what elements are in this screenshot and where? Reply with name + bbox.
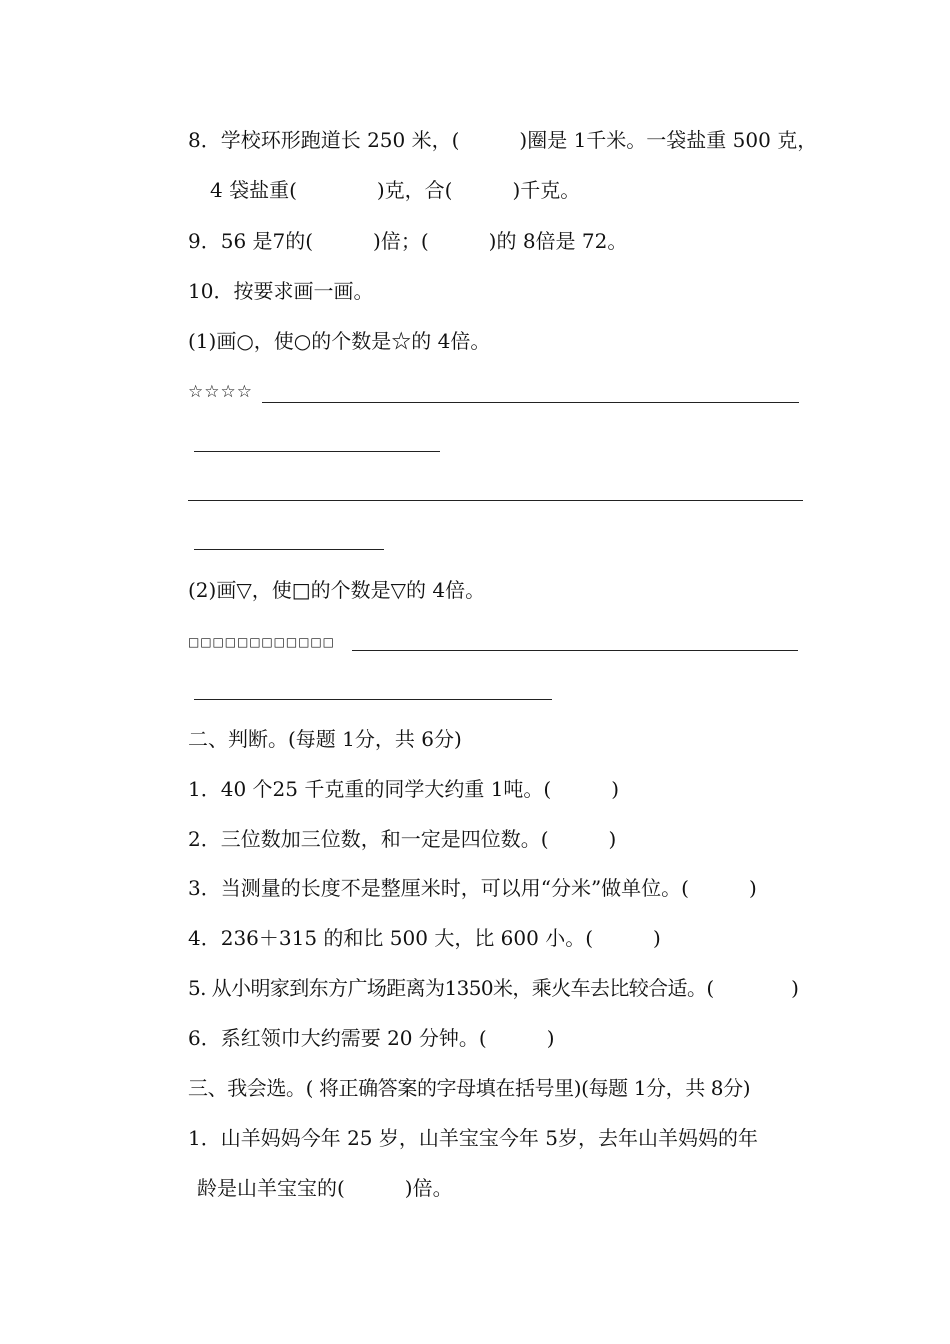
choice-question-1-line-2: 龄是山羊宝宝的( )倍。 xyxy=(197,1176,453,1200)
choice-question-1-line-1: 1．山羊妈妈今年 25 岁，山羊宝宝今年 5岁，去年山羊妈妈的年 xyxy=(188,1126,758,1150)
judge-item-3: 3．当测量的长度不是整厘米时，可以用“分米”做单位。( ) xyxy=(188,876,757,900)
question-8-line-1: 8．学校环形跑道长 250 米，( )圈是 1千米。一袋盐重 500 克， xyxy=(188,128,818,152)
star-symbols: ☆☆☆☆ xyxy=(188,382,253,402)
drawing-line-6 xyxy=(194,699,552,700)
section-2-heading: 二、判断。(每题 1分，共 6分) xyxy=(188,727,462,751)
section-3-heading: 三、我会选。( 将正确答案的字母填在括号里)(每题 1分，共 8分) xyxy=(188,1076,751,1100)
judge-item-1: 1．40 个25 千克重的同学大约重 1吨。( ) xyxy=(188,777,620,801)
question-10-part-2: (2)画▽，使□的个数是▽的 4倍。 xyxy=(188,578,486,602)
drawing-line-1 xyxy=(262,402,799,403)
square-symbols: □□□□□□□□□□□□ xyxy=(188,635,335,649)
judge-item-6: 6．系红领巾大约需要 20 分钟。( ) xyxy=(188,1026,555,1050)
drawing-line-2 xyxy=(194,451,440,452)
drawing-line-4 xyxy=(194,549,384,550)
judge-item-2: 2．三位数加三位数，和一定是四位数。( ) xyxy=(188,827,617,851)
judge-item-5: 5. 从小明家到东方广场距离为1350米，乘火车去比较合适。( ) xyxy=(188,976,799,1000)
question-10-part-1: (1)画○，使○的个数是☆的 4倍。 xyxy=(188,329,491,353)
drawing-line-3 xyxy=(188,500,803,501)
judge-item-4: 4．236＋315 的和比 500 大，比 600 小。( ) xyxy=(188,926,661,950)
question-8-line-2: 4 袋盐重( )克，合( )千克。 xyxy=(210,178,581,202)
drawing-line-5 xyxy=(352,650,798,651)
question-10-title: 10．按要求画一画。 xyxy=(188,279,374,303)
question-9: 9．56 是7的( )倍；( )的 8倍是 72。 xyxy=(188,229,628,253)
